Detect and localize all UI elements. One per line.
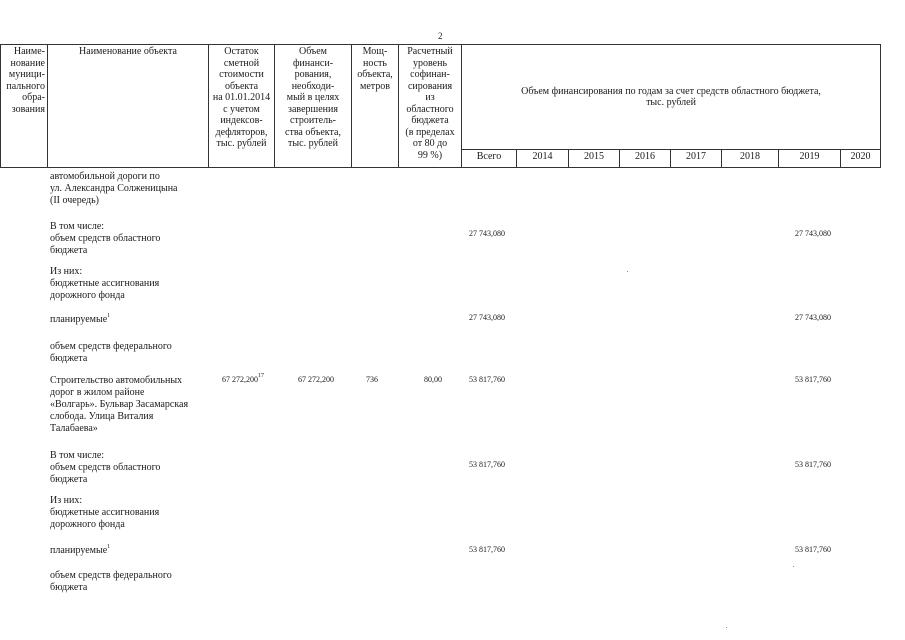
row-text: объем средств федерального бюджета xyxy=(50,341,172,364)
header-year-2014: 2014 xyxy=(517,150,569,168)
row-total: 53 817,760 xyxy=(469,545,505,554)
header-year-2020: 2020 xyxy=(841,150,881,168)
header-power: Мощ- ность объекта, метров xyxy=(352,45,399,168)
header-financing: Объем финансирования по годам за счет средств областного бюджета, тыс. рублей xyxy=(462,45,881,150)
row-text: Из них: бюджетные ассигнования дорожного фонда xyxy=(50,266,160,301)
scan-speck xyxy=(726,627,727,628)
row-text: Строительство автомобильных дорог в жилом районе «Волгарь». Бульвар Засамарская слобода. Улица Виталия Талабаева» xyxy=(50,375,189,434)
row-level: 80,00 xyxy=(424,375,442,384)
row-2019: 53 817,760 xyxy=(795,375,831,384)
row-2019: 27 743,080 xyxy=(795,229,831,238)
scan-speck xyxy=(793,566,794,567)
header-year-2018: 2018 xyxy=(722,150,779,168)
header-cofinancing-level: Расчетный уровень софинан- сирования из областного бюджета (в пределах от 80 до 99 %) xyxy=(399,45,462,168)
row-volume: 67 272,200 xyxy=(298,375,334,384)
row-total: 27 743,080 xyxy=(469,229,505,238)
table-header xyxy=(0,44,881,168)
row-2019: 53 817,760 xyxy=(795,545,831,554)
row-total: 27 743,080 xyxy=(469,313,505,322)
header-year-total: Всего xyxy=(462,150,517,168)
row-text: объем средств федерального бюджета xyxy=(50,570,172,593)
row-2019: 27 743,080 xyxy=(795,313,831,322)
header-volume: Объем финанси- рования, необходи- мый в целях завершения строитель- ства объекта, тыс. рублей xyxy=(275,45,352,168)
row-text: автомобильной дороги по ул. Александра Солженицына (II очередь) xyxy=(50,171,178,206)
row-total: 53 817,760 xyxy=(469,375,505,384)
row-total: 53 817,760 xyxy=(469,460,505,469)
scan-speck xyxy=(627,271,628,272)
row-text: В том числе: объем средств областного бюджета xyxy=(50,221,161,256)
header-year-2015: 2015 xyxy=(569,150,620,168)
row-text: планируемые$^1$ xyxy=(50,543,111,556)
row-text: В том числе: объем средств областного бюджета xyxy=(50,450,161,485)
header-municipality: Наиме- нование муници- пального обра- зования xyxy=(1,45,48,168)
header-remainder: Остаток сметной стоимости объекта на 01.01.2014 с учетом индексов- дефляторов, тыс. рублей xyxy=(209,45,275,168)
row-2019: 53 817,760 xyxy=(795,460,831,469)
header-year-2017: 2017 xyxy=(671,150,722,168)
header-year-2019: 2019 xyxy=(779,150,841,168)
row-power: 736 xyxy=(366,375,378,384)
header-object-name: Наименование объекта xyxy=(48,45,209,168)
header-year-2016: 2016 xyxy=(620,150,671,168)
row-text: планируемые$^1$ xyxy=(50,312,111,325)
row-remainder: 67 272,200$^{17}$ xyxy=(222,373,264,384)
page-number: 2 xyxy=(438,31,443,41)
row-text: Из них: бюджетные ассигнования дорожного фонда xyxy=(50,495,160,530)
